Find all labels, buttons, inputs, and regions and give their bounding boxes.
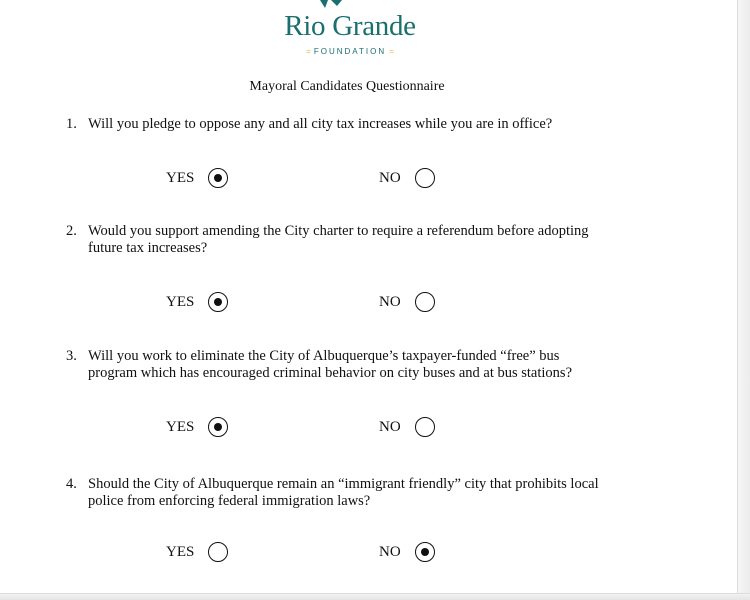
no-label: NO (379, 419, 401, 435)
question-1 (66, 116, 666, 133)
question-number: 4. (66, 476, 77, 492)
answer-row-2 (0, 289, 700, 315)
radio-button-icon[interactable] (208, 168, 228, 188)
no-label: NO (379, 294, 401, 310)
question-2 (66, 223, 666, 257)
q4-no-option[interactable] (379, 539, 435, 565)
answer-row-3 (0, 414, 700, 440)
q3-yes-option[interactable] (166, 414, 228, 440)
yes-label: YES (166, 419, 195, 435)
q1-no-option[interactable] (379, 165, 435, 191)
question-text: Will you work to eliminate the City of Albuquerque’s taxpayer-funded “free” bus program which has encouraged criminal behavior on city buses and at bus stations? (88, 348, 573, 381)
q4-yes-option[interactable] (166, 539, 228, 565)
question-number: 1. (66, 116, 77, 132)
q2-yes-option[interactable] (166, 289, 228, 315)
logo-dash-icon: = (389, 47, 394, 56)
radio-button-icon[interactable] (415, 292, 435, 312)
q3-no-option[interactable] (379, 414, 435, 440)
yes-label: YES (166, 170, 195, 186)
page-edge-right (737, 0, 750, 600)
no-label: NO (379, 544, 401, 560)
question-4 (66, 476, 666, 510)
logo-mark-icon (318, 0, 344, 8)
yes-label: YES (166, 294, 195, 310)
question-number: 3. (66, 348, 77, 364)
no-label: NO (379, 170, 401, 186)
question-text: Would you support amending the City charter to require a referendum before adopting future tax increases? (88, 223, 589, 256)
answer-row-1 (0, 165, 700, 191)
logo-name: Rio Grande (284, 10, 416, 42)
logo-subtitle-text: FOUNDATION (313, 47, 387, 56)
question-3 (66, 348, 666, 382)
q1-yes-option[interactable] (166, 165, 228, 191)
document-title: Mayoral Candidates Questionnaire (249, 79, 445, 94)
radio-button-icon[interactable] (208, 542, 228, 562)
radio-button-icon[interactable] (415, 168, 435, 188)
radio-button-icon[interactable] (208, 292, 228, 312)
radio-button-icon[interactable] (208, 417, 228, 437)
yes-label: YES (166, 544, 195, 560)
page-edge-bottom (0, 593, 750, 600)
question-text: Will you pledge to oppose any and all city tax increases while you are in office? (88, 116, 553, 132)
answer-row-4 (0, 539, 700, 565)
logo-dash-icon: = (306, 47, 311, 56)
radio-button-icon[interactable] (415, 417, 435, 437)
radio-button-icon[interactable] (415, 542, 435, 562)
question-number: 2. (66, 223, 77, 239)
logo-subtitle (0, 46, 700, 58)
q2-no-option[interactable] (379, 289, 435, 315)
question-text: Should the City of Albuquerque remain an “immigrant friendly” city that prohibits local police from enforcing federal immigration laws? (88, 476, 599, 509)
